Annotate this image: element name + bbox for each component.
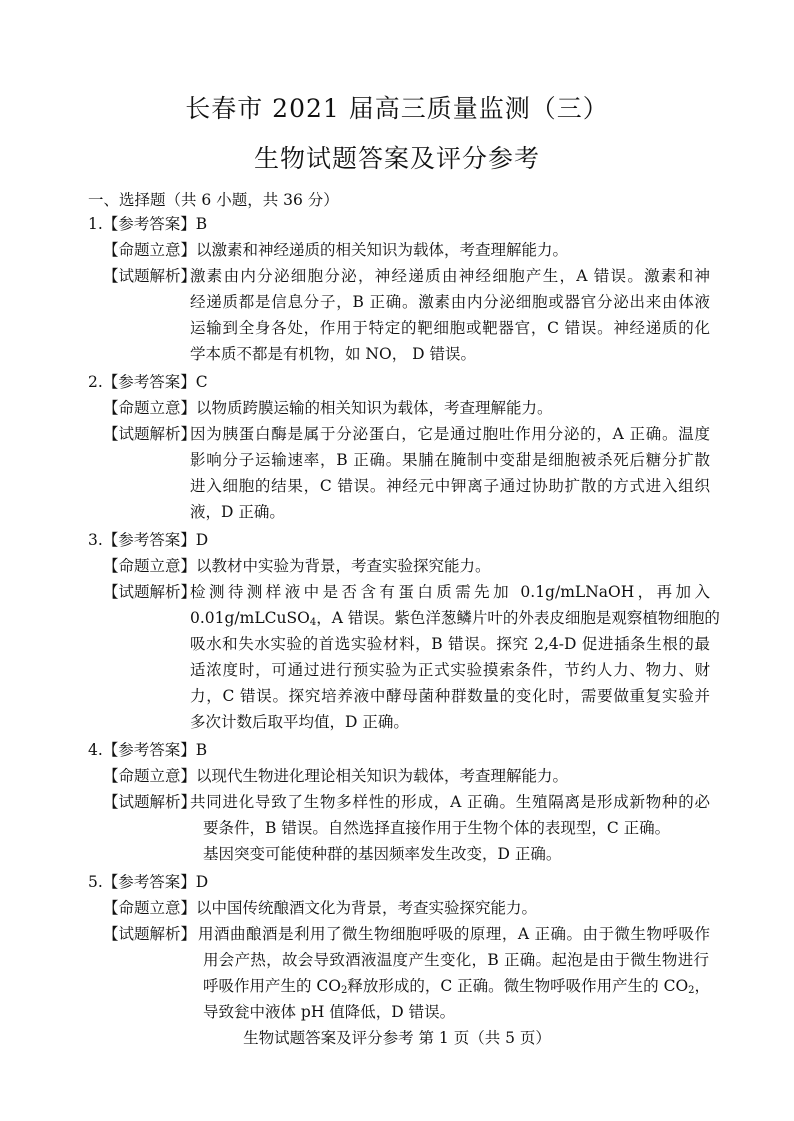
q3-intent-text: 以教材中实验为背景，考查实验探究能力。: [196, 557, 491, 575]
q1-intent-text: 以激素和神经递质的相关知识为载体，考查理解能力。: [196, 241, 569, 259]
q1-answer: 1.【参考答案】B: [88, 215, 208, 233]
q2-intent: [103, 396, 553, 420]
q2-analysis-line: 液，D 正确。: [190, 503, 285, 521]
page-subtitle: 生物试题答案及评分参考: [253, 144, 540, 173]
q2-analysis-line: 进入细胞的结果，C 错误。神经元中钾离子通过协助扩散的方式进入组织: [190, 477, 710, 495]
q1-intent-label: 【命题立意】: [103, 241, 197, 259]
q5-analysis-line: 用酒曲酿酒是利用了微生物细胞呼吸的原理，A 正确。由于微生物呼吸作: [198, 925, 710, 943]
q2-answer: 2.【参考答案】C: [88, 373, 208, 391]
q5-intent-text: 以中国传统酿酒文化为背景，考查实验探究能力。: [196, 899, 538, 917]
q3-analysis-line: 力，C 错误。探究培养液中酵母菌种群数量的变化时，需要做重复实验并: [190, 687, 710, 705]
q2-intent-label: 【命题立意】: [103, 399, 197, 417]
page-footer: 生物试题答案及评分参考 第 1 页（共 5 页）: [243, 1029, 551, 1047]
q3-answer: 3.【参考答案】D: [88, 531, 209, 549]
q5-analysis-text: ，: [694, 977, 711, 995]
q4-answer: 4.【参考答案】B: [88, 741, 208, 759]
q1-analysis-line: 激素由内分泌细胞分泌，神经递质由神经细胞产生，A 错误。激素和神: [190, 267, 710, 285]
q3-formula-subscript: 4: [309, 617, 317, 628]
q4-analysis-line: 基因突变可能使种群的基因频率发生改变，D 正确。: [203, 845, 562, 863]
q4-intent: [103, 764, 568, 788]
section-heading: 一、选择题（共 6 小题，共 36 分）: [88, 191, 339, 209]
q3-analysis-label: 【试题解析】: [103, 583, 197, 601]
q5-analysis-line: 用会产热，故会导致酒液温度产生变化，B 正确。起泡是由于微生物进行: [203, 951, 709, 969]
q2-analysis-line: 影响分子运输速率，B 正确。果脯在腌制中变甜是细胞被杀死后糖分扩散: [190, 451, 710, 469]
q5-co2-subscript: 2: [341, 985, 348, 996]
q1-analysis-line: 经递质都是信息分子，B 正确。激素由内分泌细胞或器官分泌出来由体液: [190, 293, 710, 311]
q4-intent-label: 【命题立意】: [103, 767, 197, 785]
q5-intent-label: 【命题立意】: [103, 899, 197, 917]
q3-analysis-line: 多次计数后取平均值，D 正确。: [190, 713, 409, 731]
q2-intent-text: 以物质跨膜运输的相关知识为载体，考查理解能力。: [196, 399, 553, 417]
q2-analysis-line: 因为胰蛋白酶是属于分泌蛋白，它是通过胞吐作用分泌的，A 正确。温度: [190, 425, 710, 443]
q5-analysis-label: 【试题解析】: [103, 925, 197, 943]
q3-analysis-line: 吸水和失水实验的首选实验材料，B 错误。探究 2,4-D 促进插条生根的最: [190, 635, 710, 653]
q3-analysis-text: ，A 错误。紫色洋葱鳞片叶的外表皮细胞是观察植物细胞的: [316, 609, 720, 627]
q4-analysis-label: 【试题解析】: [103, 793, 197, 811]
q3-intent-label: 【命题立意】: [103, 557, 197, 575]
q3-analysis-line: [190, 606, 720, 630]
q3-formula: 0.01g/mLCuSO: [190, 609, 310, 627]
q5-intent: [103, 896, 537, 920]
q3-intent: [103, 554, 491, 578]
q5-co2-subscript: 2: [688, 985, 695, 996]
q5-analysis-text: 呼吸作用产生的 CO: [203, 977, 341, 995]
q5-analysis-line: 导致瓮中液体 pH 值降低，D 错误。: [203, 1003, 456, 1021]
page-title: 长春市 2021 届高三质量监测（三）: [185, 94, 609, 123]
q2-analysis-label: 【试题解析】: [103, 425, 197, 443]
q1-analysis-line: 运输到全身各处，作用于特定的靶细胞或靶器官，C 错误。神经递质的化: [190, 319, 710, 337]
q3-analysis-line: 适浓度时，可通过进行预实验为正式实验摸索条件，节约人力、物力、财: [190, 661, 710, 679]
q1-intent: [103, 238, 568, 262]
q4-analysis-line: 共同进化导致了生物多样性的形成，A 正确。生殖隔离是形成新物种的必: [190, 793, 710, 811]
q5-analysis-text: 释放形成的，C 正确。微生物呼吸作用产生的 CO: [347, 977, 689, 995]
q4-analysis-line: 要条件，B 错误。自然选择直接作用于生物个体的表现型，C 正确。: [203, 819, 671, 837]
q1-analysis-label: 【试题解析】: [103, 267, 197, 285]
q3-analysis-line: 检测待测样液中是否含有蛋白质需先加 0.1g/mLNaOH，再加入: [190, 583, 710, 601]
q1-analysis-line: 学本质不都是有机物，如 NO， D 错误。: [190, 345, 476, 363]
q4-intent-text: 以现代生物进化理论相关知识为载体，考查理解能力。: [196, 767, 569, 785]
q5-answer: 5.【参考答案】D: [88, 873, 209, 891]
q5-analysis-line: [203, 974, 709, 998]
